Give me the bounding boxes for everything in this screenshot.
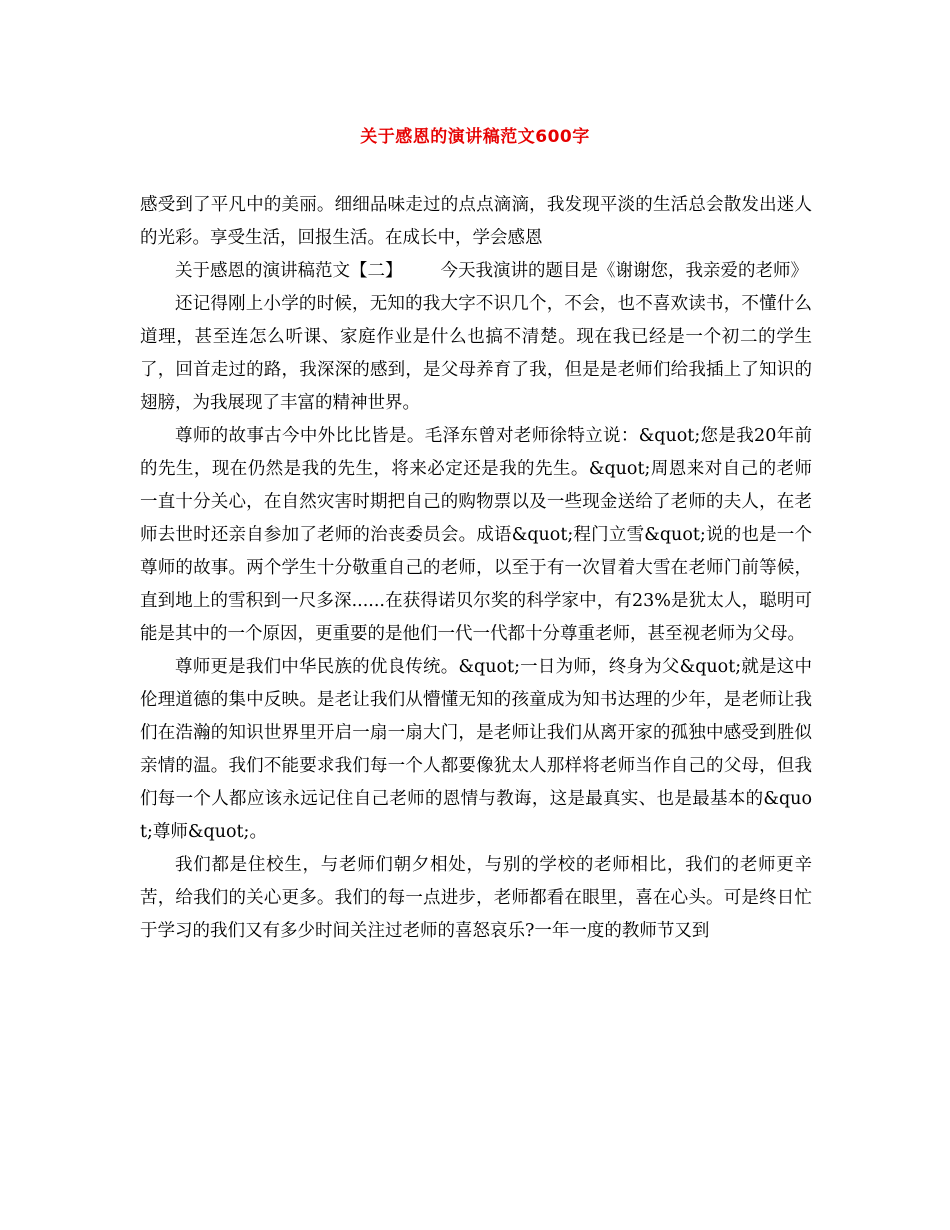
paragraph-1: 感受到了平凡中的美丽。细细品味走过的点点滴滴，我发现平淡的生活总会散发出迷人的光彩。享受生活，回报生活。在成长中，学会感恩 <box>140 195 812 248</box>
paragraph-3: 还记得刚上小学的时候，无知的我大字不识几个，不会，也不喜欢读书，不懂什么道理，甚至连怎么听课、家庭作业是什么也搞不清楚。现在我已经是一个初二的学生了，回首走过的路，我深深的感到，是父母养育了我，但是是老师们给我插上了知识的翅膀，为我展现了丰富的精神世界。 <box>140 294 812 413</box>
section-heading: 关于感恩的演讲稿范文【二】 <box>175 261 403 281</box>
speech-topic: 今天我演讲的题目是《谢谢您，我亲爱的老师》 <box>440 261 808 281</box>
paragraph-6: 我们都是住校生，与老师们朝夕相处，与别的学校的老师相比，我们的老师更辛苦，给我们的关心更多。我们的每一点进步，老师都看在眼里，喜在心头。可是终日忙于学习的我们又有多少时间关注过老师的喜怒哀乐?一年一度的教师节又到 <box>140 855 812 941</box>
paragraph-5: 尊师更是我们中华民族的优良传统。&quot;一日为师，终身为父&quot;就是这中伦理道德的集中反映。是老让我们从懵懂无知的孩童成为知书达理的少年，是老师让我们在浩瀚的知识世界里开启一扇一扇大门，是老师让我们从离开家的孤独中感受到胜似亲情的温。我们不能要求我们每一个人都要像犹太人那样将老师当作自己的父母，但我们每一个人都应该永远记住自己老师的恩情与教诲，这是最真实、也是最基本的&quot;尊师&quot;。 <box>140 657 812 842</box>
document-title: 关于感恩的演讲稿范文600字 <box>360 127 590 147</box>
paragraph-4: 尊师的故事古今中外比比皆是。毛泽东曾对老师徐特立说：&quot;您是我20年前的先生，现在仍然是我的先生，将来必定还是我的先生。&quot;周恩来对自己的老师一直十分关心，在自然灾害时期把自己的购物票以及一些现金送给了老师的夫人，在老师去世时还亲自参加了老师的治丧委员会。成语&quot;程门立雪&quot;说的也是一个尊师的故事。两个学生十分敬重自己的老师，以至于有一次冒着大雪在老师门前等候，直到地上的雪积到一尺多深......在获得诺贝尔奖的科学家中，有23%是犹太人，聪明可能是其中的一个原因，更重要的是他们一代一代都十分尊重老师，甚至视老师为父母。 <box>140 426 812 644</box>
document-body <box>140 189 812 948</box>
paragraph-2 <box>140 255 812 288</box>
